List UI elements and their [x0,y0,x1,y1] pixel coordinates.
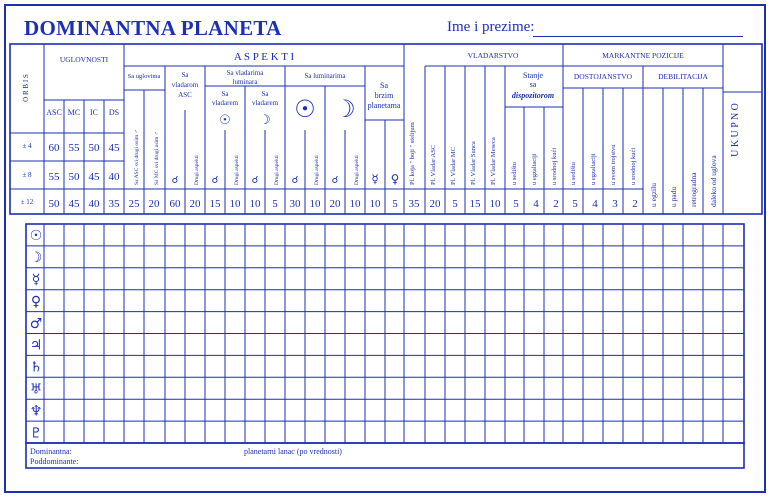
planetarni-lanac-label: planetarni lanac (po vrednosti) [244,447,342,456]
u-egzaltaciji-label: u egzaltaciji [590,153,597,185]
debilitacija-header: DEBILITACIJA [658,72,708,81]
u-egzaltaciji-label: u egzaltaciji [531,153,538,185]
vladar-meseca-label: Pl. Vladar Meseca [490,137,497,185]
score-value: 4 [592,198,598,210]
orb-label: ± 12 [20,198,34,206]
angle-value: 55 [48,171,60,183]
uranus-icon: ♅ [29,381,43,398]
score-value: 10 [369,198,381,210]
drugi-aspekti-label: Drugi aspekti [354,155,360,185]
u-srodnoj-kuci-label: u srodnoj kući [630,147,637,185]
score-value: 5 [272,198,278,210]
vladarstvo-header: VLADARSTVO [467,51,519,60]
conjunction-icon: ☌ [211,175,219,186]
u-srodnoj-kuci-label: u srodnoj kući [551,147,558,185]
score-value: 20 [329,198,341,210]
dispozitorom-header: dispozitorom [511,91,555,100]
conjunction-icon: ☌ [251,175,259,186]
name-label: Ime i prezime: [447,19,535,35]
score-value: 60 [169,198,181,210]
score-value: 10 [309,198,321,210]
neptune-icon: ♆ [29,403,43,420]
sa-vladarom-asc-header: Sa [181,71,189,79]
angle-value: 50 [88,142,100,154]
stanje-header: Stanje [523,71,543,80]
sa-brzim-planetama-header: Sa [380,81,388,90]
angle-value: 45 [108,142,120,154]
pluto-icon: ♇ [29,425,43,442]
venus-icon: ♀ [390,172,400,186]
orb-label: ± 4 [22,142,32,150]
orbis-header: O R B I S [22,74,30,102]
koja-boji-label: Pl. koja " boji " stelijum [409,122,416,185]
sa-vladarima-luminara-header: Sa vladarima [226,69,264,77]
angle-value: 35 [108,198,120,210]
sun-icon: ☉ [219,113,231,128]
orb-label: ± 8 [22,171,32,179]
sa-luminarima-header: Sa luminarima [304,72,346,80]
drugi-aspekti-label: Drugi aspekti [274,155,280,185]
score-value: 3 [612,198,618,210]
score-value: 30 [289,198,301,210]
vladar-asc-label: Pl. Vladar ASC [430,144,437,185]
vladar-sunca-label: Pl. Vladar Sunca [470,141,477,185]
daleko-od-uglova-label: daleko od uglova [709,155,718,207]
score-value: 15 [469,198,481,210]
score-value: 5 [513,198,519,210]
sa-vladarem-header: vladarem [251,99,279,107]
aspekti-header: A S P E K T I [233,51,295,63]
angle-value: 45 [88,171,100,183]
mercury-icon: ☿ [371,172,379,186]
jupiter-icon: ♃ [29,337,43,354]
sun-icon: ☉ [294,95,316,123]
drugi-aspekti-label: Drugi aspekti [194,155,200,185]
u-sedistu-label: u sedištu [570,162,577,185]
poddominante-label: Poddominante: [30,457,79,466]
drugi-aspekti-label: Drugi aspekti [234,155,240,185]
rot-asc-label: Sa ASC svi drugi osim ♂ [134,129,140,185]
markantne-pozicije-header: MARKANTNE POZICIJE [602,51,684,60]
sa-vladarom-asc-header: vladarom [171,81,199,89]
uglovnosti-header: UGLOVNOSTI [59,55,109,64]
sa-vladarom-asc-header: ASC [178,91,192,99]
score-value: 10 [249,198,261,210]
dominantna-label: Dominantna: [30,447,72,456]
score-value: 5 [572,198,578,210]
angle-value: 55 [68,142,80,154]
sa-uglovima-header: Sa uglovima [127,73,161,80]
score-value: 5 [392,198,398,210]
angle-header-ic: IC [90,108,98,117]
angle-value: 40 [108,171,120,183]
sa-vladarem-header: vladarem [211,99,239,107]
u-egzilu-label: u egzilu [649,183,658,207]
sun-icon: ☉ [29,228,43,245]
score-value: 20 [429,198,441,210]
moon-icon: ☽ [334,95,356,123]
angle-value: 60 [48,142,60,154]
ukupno-header: U K U P N O [730,103,741,157]
stanje-header: sa [529,80,537,89]
sa-vladarem-header: Sa [221,90,229,98]
sa-vladarima-luminara-header: luminara [232,78,258,86]
saturn-icon: ♄ [29,359,43,376]
moon-icon: ☽ [259,113,271,128]
u-padu-label: u padu [669,186,678,207]
footer-box [26,443,744,468]
score-value: 4 [533,198,539,210]
score-value: 20 [189,198,201,210]
sa-brzim-planetama-header: planetama [367,101,401,110]
conjunction-icon: ☌ [291,175,299,186]
score-value: 25 [128,198,140,210]
moon-icon: ☽ [29,250,43,267]
angle-value: 50 [68,171,80,183]
u-svom-trojstvu-label: u svom trojstvu [610,144,617,185]
rot-mc-label: Sa MC svi drugi osim ♂ [154,131,160,185]
sa-brzim-planetama-header: brzim [374,91,394,100]
score-value: 10 [349,198,361,210]
angle-header-asc: ASC [46,108,62,117]
score-value: 10 [229,198,241,210]
mercury-icon: ☿ [31,272,41,289]
conjunction-icon: ☌ [331,175,339,186]
sa-vladarem-header: Sa [261,90,269,98]
angle-header-ds: DS [108,108,120,117]
score-value: 20 [148,198,160,210]
angle-header-mc: MC [67,108,81,117]
dostojanstvo-header: DOSTOJANSTVO [573,72,633,81]
drugi-aspekti-label: Drugi aspekti [314,155,320,185]
score-value: 35 [408,198,420,210]
page-title: DOMINANTNA PLANETA [24,16,282,40]
angle-value: 45 [68,198,80,210]
score-value: 15 [209,198,221,210]
retrogradna-label: retrogradna [689,172,698,207]
angle-value: 40 [88,198,100,210]
score-value: 10 [489,198,501,210]
conjunction-icon: ☌ [171,175,179,186]
score-value: 2 [553,198,559,210]
venus-icon: ♀ [30,293,42,310]
angle-value: 50 [48,198,60,210]
score-value: 2 [632,198,638,210]
vladar-mc-label: Pl. Vladar MC [450,147,457,185]
score-value: 5 [452,198,458,210]
mars-icon: ♂ [29,315,43,332]
u-sedistu-label: u sedištu [511,162,518,185]
